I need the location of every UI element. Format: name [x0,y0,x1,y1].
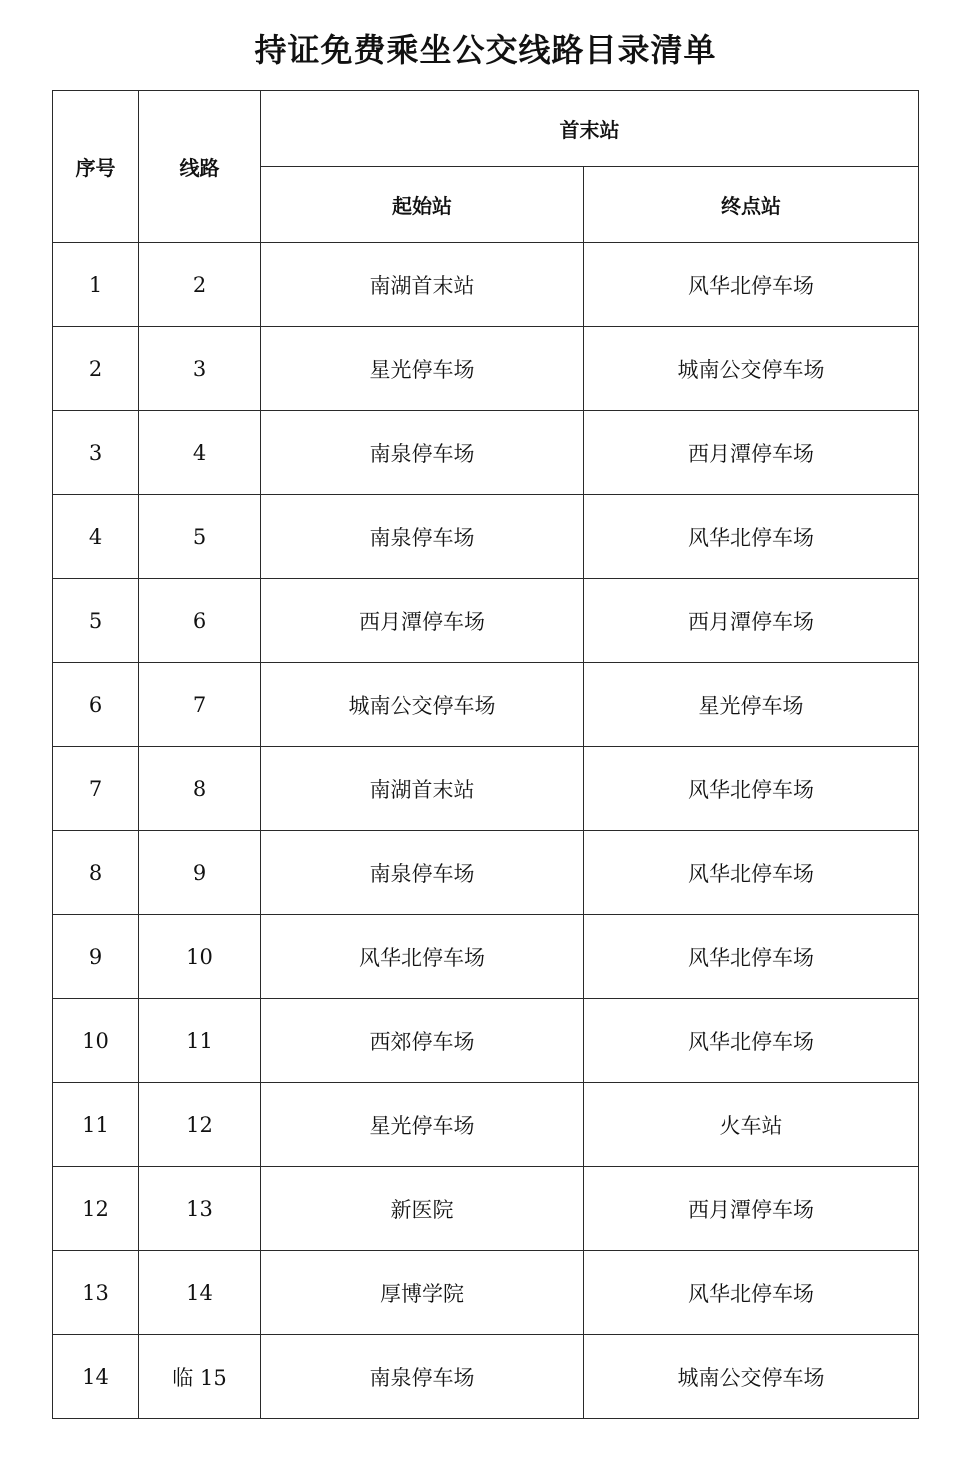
cell-route: 8 [139,747,261,831]
table-row [53,411,919,495]
route-table [52,90,919,1419]
cell-end-station: 城南公交停车场 [584,327,919,411]
cell-route: 4 [139,411,261,495]
table-body [53,243,919,1419]
cell-route: 5 [139,495,261,579]
cell-end-station: 风华北停车场 [584,915,919,999]
table-row [53,747,919,831]
table-row [53,1251,919,1335]
cell-end-station: 城南公交停车场 [584,1335,919,1419]
cell-start-station: 星光停车场 [261,327,584,411]
cell-index: 11 [53,1083,139,1167]
cell-start-station: 南泉停车场 [261,1335,584,1419]
cell-index: 10 [53,999,139,1083]
table-row [53,1335,919,1419]
cell-end-station: 风华北停车场 [584,747,919,831]
cell-route: 14 [139,1251,261,1335]
cell-route: 7 [139,663,261,747]
cell-end-station: 西月潭停车场 [584,579,919,663]
cell-start-station: 西郊停车场 [261,999,584,1083]
cell-index: 13 [53,1251,139,1335]
cell-index: 3 [53,411,139,495]
cell-index: 5 [53,579,139,663]
table-row [53,1167,919,1251]
cell-end-station: 风华北停车场 [584,495,919,579]
cell-end-station: 风华北停车场 [584,1251,919,1335]
cell-end-station: 火车站 [584,1083,919,1167]
cell-index: 14 [53,1335,139,1419]
cell-start-station: 新医院 [261,1167,584,1251]
table-row [53,495,919,579]
header-terminals: 首末站 [261,91,919,167]
cell-end-station: 西月潭停车场 [584,411,919,495]
cell-route: 临 15 [139,1335,261,1419]
cell-index: 9 [53,915,139,999]
table-row [53,579,919,663]
cell-index: 12 [53,1167,139,1251]
cell-index: 6 [53,663,139,747]
header-end-station: 终点站 [584,167,919,243]
table-row [53,999,919,1083]
header-route: 线路 [139,91,261,243]
cell-route: 9 [139,831,261,915]
cell-end-station: 风华北停车场 [584,243,919,327]
cell-route: 10 [139,915,261,999]
cell-start-station: 西月潭停车场 [261,579,584,663]
cell-start-station: 星光停车场 [261,1083,584,1167]
cell-start-station: 城南公交停车场 [261,663,584,747]
cell-route: 11 [139,999,261,1083]
table-row [53,915,919,999]
cell-route: 12 [139,1083,261,1167]
cell-route: 3 [139,327,261,411]
cell-start-station: 风华北停车场 [261,915,584,999]
cell-route: 6 [139,579,261,663]
cell-index: 2 [53,327,139,411]
cell-start-station: 南泉停车场 [261,411,584,495]
table-header-row [53,91,919,167]
table-row [53,243,919,327]
cell-index: 4 [53,495,139,579]
cell-start-station: 南泉停车场 [261,495,584,579]
table-row [53,663,919,747]
cell-index: 7 [53,747,139,831]
cell-route: 2 [139,243,261,327]
header-index: 序号 [53,91,139,243]
table-row [53,831,919,915]
cell-start-station: 南泉停车场 [261,831,584,915]
cell-end-station: 西月潭停车场 [584,1167,919,1251]
table-row [53,1083,919,1167]
cell-end-station: 风华北停车场 [584,999,919,1083]
header-start-station: 起始站 [261,167,584,243]
document-title: 持证免费乘坐公交线路目录清单 [254,31,717,69]
cell-index: 1 [53,243,139,327]
cell-route: 13 [139,1167,261,1251]
cell-start-station: 南湖首末站 [261,747,584,831]
cell-end-station: 风华北停车场 [584,831,919,915]
cell-index: 8 [53,831,139,915]
cell-end-station: 星光停车场 [584,663,919,747]
cell-start-station: 厚博学院 [261,1251,584,1335]
cell-start-station: 南湖首末站 [261,243,584,327]
table-row [53,327,919,411]
